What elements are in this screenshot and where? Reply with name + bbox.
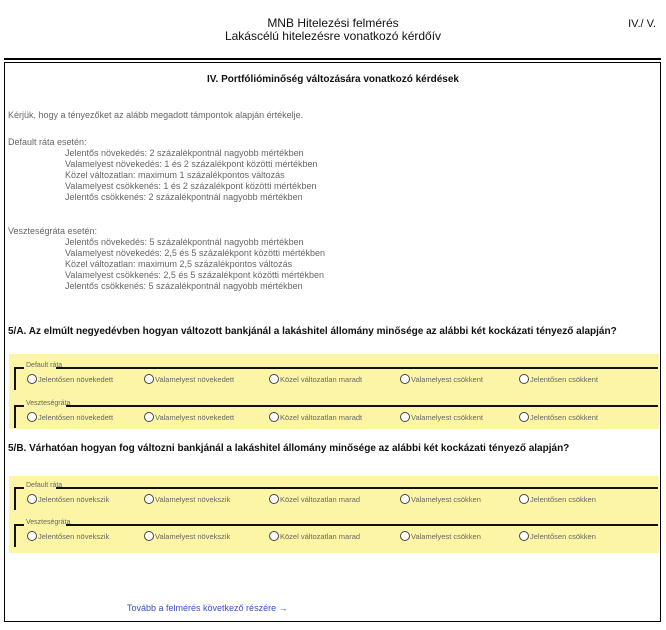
next-section-link[interactable]: Tovább a felmérés következő részére → [127,603,288,613]
radio-button[interactable] [27,494,37,504]
radio-option[interactable] [400,412,483,422]
default-rate-item: Jelentős csökkenés: 2 százalékpontnál nagyobb mértékben [65,192,303,202]
radio-option[interactable] [519,494,596,504]
radio-option[interactable] [519,374,598,384]
radio-option[interactable] [400,531,481,541]
radio-option[interactable] [27,374,113,384]
radio-option[interactable] [269,494,360,504]
radio-label: Valamelyest növekszik [155,495,231,504]
radio-label: Jelentősen növekszik [38,495,110,504]
default-rate-item: Közel változatlan: maximum 1 százalékpontos változás [65,170,285,180]
group-legend: Default ráta [26,362,63,369]
radio-label: Valamelyest növekszik [155,532,231,541]
radio-label: Jelentősen csökken [530,495,596,504]
radio-label: Közel változatlan marad [280,495,361,504]
radio-button[interactable] [144,412,154,422]
default-rate-label: Default ráta esetén: [8,137,87,147]
radio-label: Közel változatlan maradt [280,413,363,422]
group-frame-line [14,367,16,390]
radio-label: Valamelyest csökkent [411,375,483,384]
loss-rate-item: Közel változatlan: maximum 2,5 százalékpontos változás [65,259,293,269]
group-frame-line [66,405,658,407]
group-frame-line [14,405,16,428]
radio-button[interactable] [519,374,529,384]
radio-button[interactable] [519,531,529,541]
loss-rate-label: Veszteségráta esetén: [8,226,98,236]
radio-label: Közel változatlan maradt [280,375,363,384]
radio-button[interactable] [269,374,279,384]
radio-option[interactable] [144,374,234,384]
radio-option[interactable] [27,531,109,541]
page-header [0,17,666,43]
group-frame-line [66,524,658,526]
default-rate-item: Valamelyest csökkenés: 1 és 2 százalékpont közötti mértékben [65,181,317,191]
group-frame-line [14,524,16,547]
radio-label: Közel változatlan marad [280,532,361,541]
radio-label: Jelentősen csökken [530,532,596,541]
loss-rate-item: Jelentős csökkenés: 5 százalékpontnál nagyobb mértékben [65,281,303,291]
radio-label: Valamelyest csökken [411,532,481,541]
radio-label: Jelentősen növekedett [38,375,114,384]
radio-option[interactable] [144,494,230,504]
radio-label: Jelentősen növekedett [38,413,114,422]
radio-button[interactable] [519,412,529,422]
section-title: IV. Portfólióminőség változására vonatkozó kérdések [207,74,459,85]
group-frame-line [14,487,16,510]
radio-button[interactable] [400,531,410,541]
loss-rate-item: Valamelyest növekedés: 2,5 és 5 százalékpont közötti mértékben [65,248,325,258]
radio-label: Valamelyest növekedett [155,413,235,422]
question-5a: 5/A. Az elmúlt negyedévben hogyan változott bankjánál a lakáshitel állomány minősége az alábbi két kockázati tényező alapján? [8,326,617,337]
radio-label: Jelentősen csökkent [530,413,598,422]
radio-button[interactable] [400,412,410,422]
radio-option[interactable] [269,374,362,384]
survey-title: MNB Hitelezési felmérés [267,16,399,30]
frame-top-rule [4,58,661,60]
radio-button[interactable] [27,374,37,384]
group-legend: Default ráta [26,482,63,489]
radio-option[interactable] [269,412,362,422]
radio-option[interactable] [400,374,483,384]
radio-button[interactable] [144,374,154,384]
page-indicator: IV./ V. [628,18,656,30]
radio-option[interactable] [144,412,234,422]
radio-option[interactable] [144,531,230,541]
survey-subtitle: Lakáscélú hitelezésre vonatkozó kérdőív [224,29,442,43]
radio-label: Valamelyest csökkent [411,413,483,422]
radio-option[interactable] [400,494,481,504]
default-rate-item: Valamelyest növekedés: 1 és 2 százalékpont közötti mértékben [65,159,318,169]
radio-button[interactable] [400,374,410,384]
radio-button[interactable] [519,494,529,504]
radio-label: Jelentősen növekszik [38,532,110,541]
radio-button[interactable] [400,494,410,504]
radio-option[interactable] [519,531,596,541]
question-5b: 5/B. Várhatóan hogyan fog változni bankjánál a lakáshitel állomány minősége az alábbi két kockázati tényező alapján? [8,443,570,454]
radio-button[interactable] [269,494,279,504]
radio-label: Valamelyest növekedett [155,375,235,384]
radio-button[interactable] [144,494,154,504]
radio-label: Jelentősen csökkent [530,375,598,384]
loss-rate-item: Jelentős növekedés: 5 százalékpontnál nagyobb mértékben [65,237,304,247]
radio-option[interactable] [269,531,360,541]
radio-button[interactable] [27,531,37,541]
group-frame-line [56,367,658,369]
radio-button[interactable] [27,412,37,422]
radio-label: Valamelyest csökken [411,495,481,504]
group-legend: Veszteségráta [26,400,71,407]
loss-rate-item: Valamelyest csökkenés: 2,5 és 5 százalékpont közötti mértékben [65,270,324,280]
radio-button[interactable] [269,531,279,541]
radio-option[interactable] [27,412,113,422]
default-rate-item: Jelentős növekedés: 2 százalékpontnál nagyobb mértékben [65,148,304,158]
radio-button[interactable] [269,412,279,422]
intro-text: Kérjük, hogy a tényezőket az alább megadott támpontok alapján értékelje. [8,110,304,120]
group-frame-line [56,487,658,489]
radio-option[interactable] [519,412,598,422]
radio-option[interactable] [27,494,109,504]
group-legend: Veszteségráta [26,519,71,526]
radio-button[interactable] [144,531,154,541]
